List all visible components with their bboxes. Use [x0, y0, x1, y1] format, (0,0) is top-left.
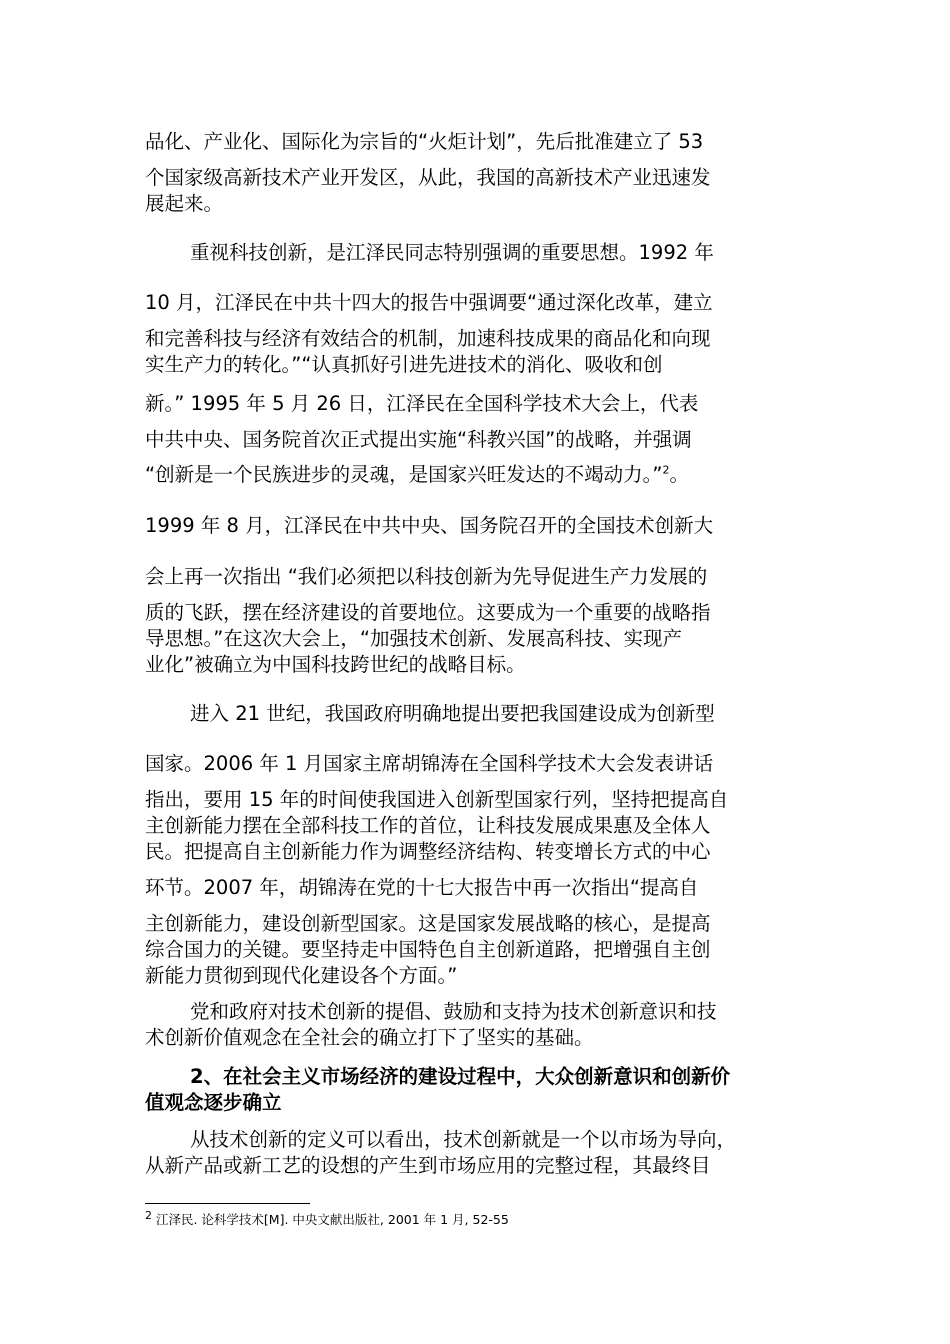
footnote — [145, 1208, 509, 1228]
paragraph-line: 会上再一次指出 “我们必须把以科技创新为先导促进生产力发展的 — [145, 565, 708, 588]
section-heading: 2、在社会主义市场经济的建设过程中，大众创新意识和创新价 — [190, 1065, 731, 1088]
paragraph-line: 重视科技创新，是江泽民同志特别强调的重要思想。1992 年 — [190, 241, 714, 264]
footnote-separator — [145, 1203, 310, 1204]
paragraph-line: 新。” 1995 年 5 月 26 日，江泽民在全国科学技术大会上，代表 — [145, 392, 699, 415]
paragraph-line: 国家。2006 年 1 月国家主席胡锦涛在全国科学技术大会发表讲话 — [145, 752, 714, 775]
paragraph-line: 展起来。 — [145, 192, 224, 215]
paragraph-line: 新能力贯彻到现代化建设各个方面。” — [145, 964, 458, 987]
paragraph-line: 业化”被确立为中国科技跨世纪的战略目标。 — [145, 653, 526, 676]
paragraph-line: 质的飞跃，摆在经济建设的首要地位。这要成为一个重要的战略指 — [145, 601, 711, 624]
paragraph-line: 和完善科技与经济有效结合的机制，加速科技成果的商品化和向现 — [145, 327, 711, 350]
footnote-ref: 2 — [662, 463, 670, 477]
paragraph-line: 综合国力的关键。要坚持走中国特色自主创新道路，把增强自主创 — [145, 938, 711, 961]
footnote-text: 江泽民. 论科学技术[M]. 中央文献出版社, 2001 年 1 月, 52-55 — [155, 1212, 509, 1227]
paragraph-line: 中共中央、国务院首次正式提出实施“科教兴国”的战略，并强调 — [145, 428, 692, 451]
paragraph-line: 从新产品或新工艺的设想的产生到市场应用的完整过程，其最终目 — [145, 1154, 711, 1177]
quote-text: “创新是一个民族进步的灵魂，是国家兴旺发达的不竭动力。” — [145, 463, 663, 486]
paragraph-line: 党和政府对技术创新的提倡、鼓励和支持为技术创新意识和技 — [190, 1000, 717, 1023]
paragraph-line: 1999 年 8 月，江泽民在中共中央、国务院召开的全国技术创新大 — [145, 514, 714, 537]
paragraph-line: 环节。2007 年，胡锦涛在党的十七大报告中再一次指出“提高自 — [145, 876, 699, 899]
sentence-end: 。 — [669, 463, 689, 486]
paragraph-line: 术创新价值观念在全社会的确立打下了坚实的基础。 — [145, 1026, 594, 1049]
paragraph-line: 个国家级高新技术产业开发区，从此，我国的高新技术产业迅速发 — [145, 166, 711, 189]
paragraph-line: 民。把提高自主创新能力作为调整经济结构、转变增长方式的中心 — [145, 840, 711, 863]
paragraph-line: 主创新能力摆在全部科技工作的首位，让科技发展成果惠及全体人 — [145, 814, 711, 837]
section-heading: 值观念逐步确立 — [145, 1091, 282, 1114]
paragraph-line: 指出，要用 15 年的时间使我国进入创新型国家行列，坚持把提高自 — [145, 788, 729, 811]
paragraph-line: 10 月，江泽民在中共十四大的报告中强调要“通过深化改革，建立 — [145, 291, 713, 314]
paragraph-line: 进入 21 世纪，我国政府明确地提出要把我国建设成为创新型 — [190, 702, 715, 725]
paragraph-line: 实生产力的转化。”“认真抓好引进先进技术的消化、吸收和创 — [145, 353, 663, 376]
paragraph-line: 从技术创新的定义可以看出，技术创新就是一个以市场为导向， — [190, 1128, 737, 1151]
paragraph-line: 导思想。”在这次大会上，“加强技术创新、发展高科技、实现产 — [145, 627, 682, 650]
paragraph-line: 品化、产业化、国际化为宗旨的“火炬计划”，先后批准建立了 53 — [145, 130, 704, 153]
footnote-number: 2 — [145, 1208, 152, 1222]
paragraph-line — [145, 462, 805, 488]
paragraph-line: 主创新能力，建设创新型国家。这是国家发展战略的核心，是提高 — [145, 912, 711, 935]
